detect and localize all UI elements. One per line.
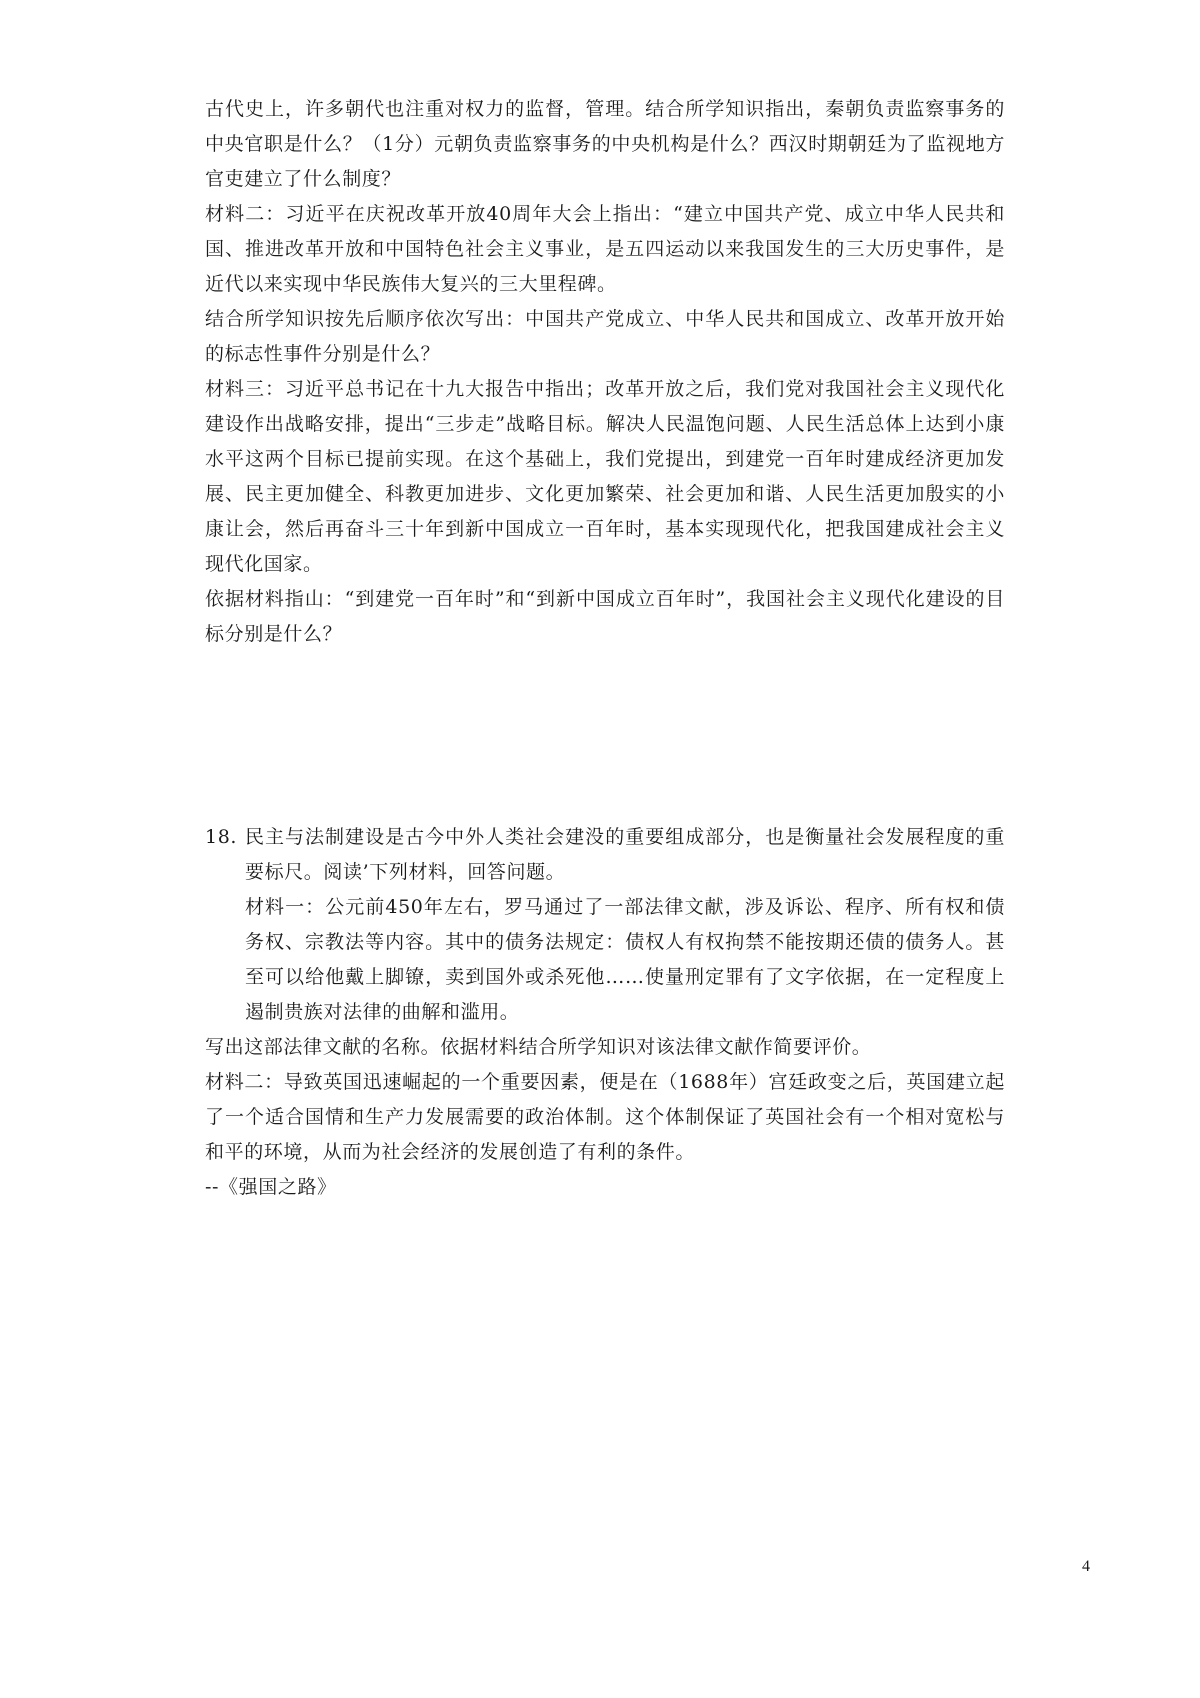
question-number: 18. [205,826,238,848]
material-three-text: 材料三：习近平总书记在十九大报告中指出；改革开放之后，我们党对我国社会主义现代化建设作出战略安排，提出“三步走”战略目标。解决人民温饱问题、人民生活总体上达到小康水平这两个目标已提前实现。在这个基础上，我们党提出，到建党一百年时建成经济更加发展、民主更加健全、科教更加进步、文化更加繁荣、社会更加和谐、人民生活更加殷实的小康让会，然后再奋斗三十年到新中国成立一百年时，基本实现现代化，把我国建成社会主义现代化国家。 [205,378,1005,575]
question-two-text: 结合所学知识按先后顺序依次写出：中国共产党成立、中华人民共和国成立、改革开放开始的标志性事件分别是什么？ [205,308,1005,365]
material-two-text: 材料二：习近平在庆祝改革开放40周年大会上指出：“建立中国共产党、成立中华人民共和国、推进改革开放和中国特色社会主义事业，是五四运动以来我国发生的三大历史事件，是近代以来实现中华民族伟大复兴的三大里程碑。 [205,203,1005,295]
question-18-prompt-one: 写出这部法律文献的名称。依据材料结合所学知识对该法律文献作简要评价。 [205,1036,872,1058]
question-18-intro: 民主与法制建设是古今中外人类社会建没的重要组成部分，也是衡量社会发展程度的重要标尺。阅读’下列材料，回答问题。 [245,826,1005,883]
question-18-material-one: 材料一：公元前450年左右，罗马通过了一部法律文献，涉及诉讼、程序、所有权和债务权、宗教法等内容。其中的债务法规定：债权人有权拘禁不能按期还债的债务人。甚至可以给他戴上脚镣，卖到国外或杀死他……使量刑定罪有了文字依据，在一定程度上遏制贵族对法律的曲解和滥用。 [245,896,1005,1023]
question-18 [205,820,1005,1205]
question-18-material-two: 材料二：导致英国迅速崛起的一个重要因素，便是在（1688年）宫廷政变之后，英国建立起了一个适合国情和生产力发展需要的政治体制。这个体制保证了英国社会有一个相对宽松与和平的环境，从而为社会经济的发展创造了有利的条件。 [205,1071,1005,1163]
intro-question-text: 古代史上，许多朝代也注重对权力的监督，管理。结合所学知识指出，秦朝负责监察事务的中央官职是什么？（1分）元朝负责监察事务的中央机构是什么？西汉时期朝廷为了监视地方官吏建立了什么制度？ [205,98,1005,190]
question-three-text: 依据材料指山：“到建党一百年时”和“到新中国成立百年时”，我国社会主义现代化建设的目标分别是什么？ [205,588,1005,645]
page-number: 4 [1082,1558,1090,1575]
question-18-source: --《强国之路》 [205,1176,337,1198]
section-continued-questions [205,92,1005,652]
